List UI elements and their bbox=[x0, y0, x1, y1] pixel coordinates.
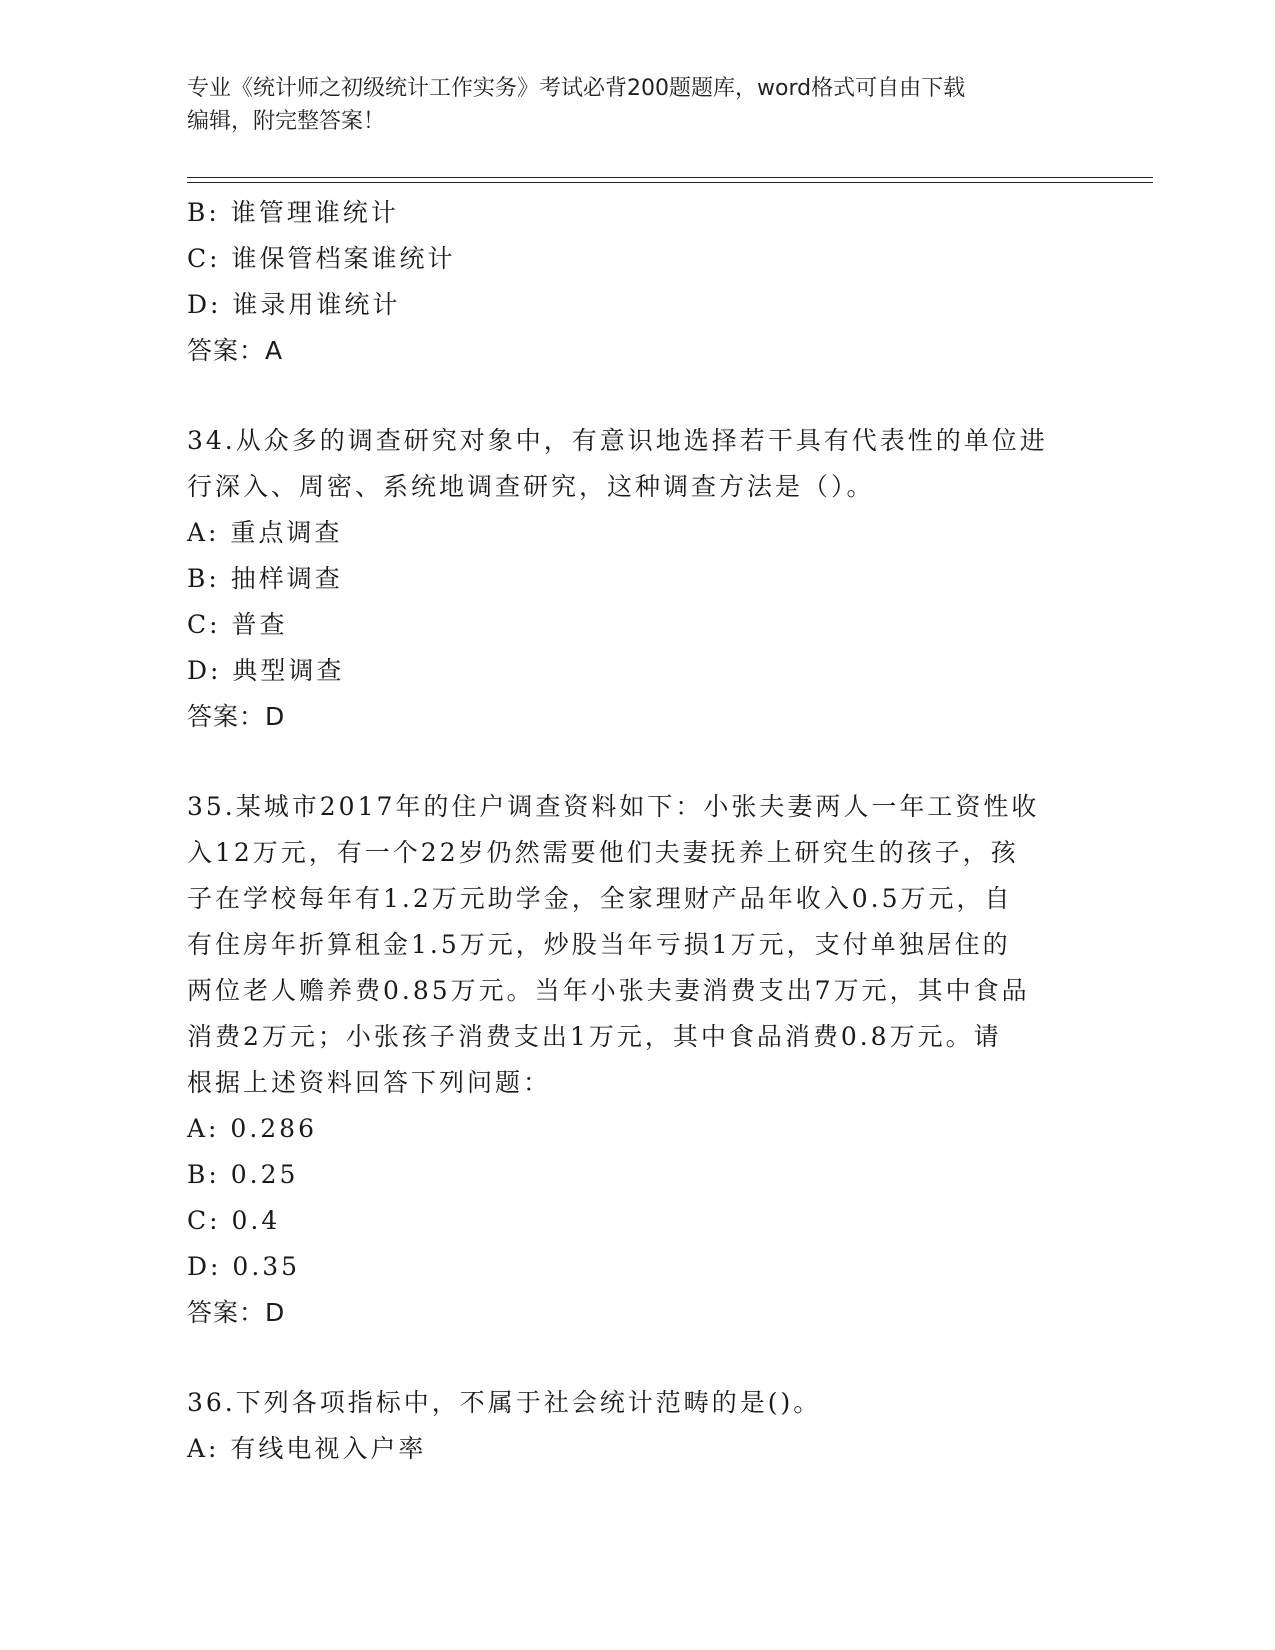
question-text-line: 36.下列各项指标中，不属于社会统计范畴的是()。 bbox=[187, 1388, 822, 1417]
question-text-line: 有住房年折算租金1.5万元，炒股当年亏损1万元，支付单独居住的 bbox=[187, 930, 1011, 959]
header-divider-top bbox=[187, 177, 1153, 178]
answer-label: 答案：D bbox=[187, 1298, 286, 1327]
question-text-line: 消费2万元；小张孩子消费支出1万元，其中食品消费0.8万元。请 bbox=[187, 1022, 1002, 1051]
option-b: B: 抽样调查 bbox=[187, 564, 343, 593]
question-text-line: 34.从众多的调查研究对象中，有意识地选择若干具有代表性的单位进 bbox=[187, 426, 1048, 455]
question-text-line: 两位老人赡养费0.85万元。当年小张夫妻消费支出7万元，其中食品 bbox=[187, 976, 1030, 1005]
question-text-line: 行深入、周密、系统地调查研究，这种调查方法是（）。 bbox=[187, 472, 875, 501]
option-a: A: 有线电视入户率 bbox=[187, 1434, 427, 1463]
question-35 bbox=[187, 784, 1087, 1336]
question-text-line: 35.某城市2017年的住户调查资料如下：小张夫妻两人一年工资性收 bbox=[187, 792, 1040, 821]
document-header bbox=[187, 72, 1087, 138]
question-34 bbox=[187, 418, 1087, 740]
answer-label: 答案：A bbox=[187, 336, 284, 365]
question-text-line: 入12万元，有一个22岁仍然需要他们夫妻抚养上研究生的孩子，孩 bbox=[187, 838, 1019, 867]
question-text-line: 子在学校每年有1.2万元助学金，全家理财产品年收入0.5万元，自 bbox=[187, 884, 1013, 913]
option-d: D: 0.35 bbox=[187, 1252, 301, 1281]
option-b: B: 0.25 bbox=[187, 1160, 299, 1189]
option-c: C: 普查 bbox=[187, 610, 288, 639]
header-divider-bottom bbox=[187, 182, 1153, 183]
option-b: B: 谁管理谁统计 bbox=[187, 198, 399, 227]
option-c: C: 0.4 bbox=[187, 1206, 281, 1235]
answer-label: 答案：D bbox=[187, 702, 286, 731]
question-33 bbox=[187, 190, 1087, 374]
question-list bbox=[187, 190, 1087, 1472]
option-a: A: 重点调查 bbox=[187, 518, 343, 547]
question-spacer bbox=[187, 740, 1087, 784]
question-36 bbox=[187, 1380, 1087, 1472]
option-d: D: 谁录用谁统计 bbox=[187, 290, 401, 319]
question-spacer bbox=[187, 374, 1087, 418]
header-line-1: 专业《统计师之初级统计工作实务》考试必背200题题库，word格式可自由下载 bbox=[187, 76, 966, 101]
question-text-line: 根据上述资料回答下列问题： bbox=[187, 1068, 552, 1097]
header-line-2: 编辑，附完整答案！ bbox=[187, 109, 386, 134]
question-spacer bbox=[187, 1336, 1087, 1380]
option-d: D: 典型调查 bbox=[187, 656, 345, 685]
option-a: A: 0.286 bbox=[187, 1114, 317, 1143]
option-c: C: 谁保管档案谁统计 bbox=[187, 244, 456, 273]
